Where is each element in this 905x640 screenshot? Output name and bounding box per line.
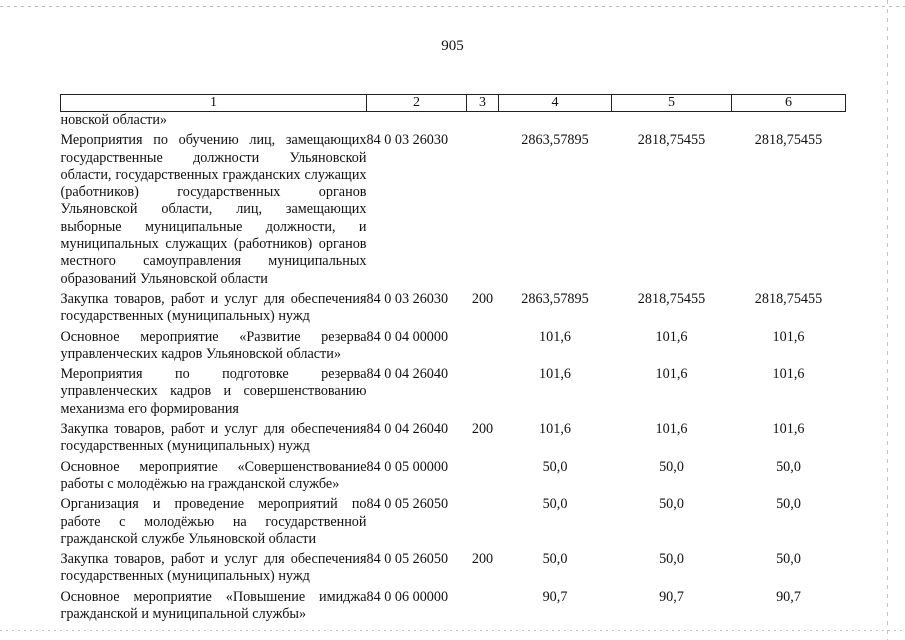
row-code: 84 0 05 00000 (366, 458, 449, 475)
row-value-col6: 2818,75455 (754, 132, 823, 149)
row-value-col5: 101,6 (655, 328, 688, 345)
row-value-col5: 101,6 (655, 421, 688, 438)
row-value-col5: 90,7 (659, 588, 684, 605)
row-value-col6: 101,6 (772, 328, 805, 345)
scan-edge-right (887, 0, 888, 640)
row-expense-type: 200 (471, 290, 494, 307)
row-value-col5 (612, 112, 732, 130)
row-code: 84 0 05 26050 (366, 551, 449, 568)
scan-edge-bottom (0, 630, 905, 631)
table-header-row (61, 95, 846, 112)
row-value-col5: 2818,75455 (637, 132, 706, 149)
row-code: 84 0 03 26030 (366, 290, 449, 307)
row-value-col6 (732, 112, 846, 130)
row-value-col4: 50,0 (542, 551, 568, 568)
row-expense-type (467, 456, 499, 494)
table-row (61, 456, 846, 494)
column-header-4: 4 (499, 95, 612, 112)
column-header-3: 3 (467, 95, 499, 112)
row-name: Закупка товаров, работ и услуг для обеспечения государственных (муниципальных) нужд (60, 421, 367, 455)
row-name: Мероприятия по обучению лиц, замещающих государственные должности Ульяновской области, государственных гражданских служащих (работников) государственных органов Ульяновской области, лиц, замещающих выборные муниципальные должности, и муниципальных служащих (работников) органов местного самоуправления муниципальных образований Ульяновской области (60, 132, 367, 287)
row-value-col4: 50,0 (542, 458, 568, 475)
row-name: Основное мероприятие «Повышение имиджа гражданской и муниципальной службы» (60, 588, 367, 623)
row-value-col5: 101,6 (655, 366, 688, 383)
row-code: 84 0 04 26040 (366, 421, 449, 438)
column-header-6: 6 (732, 95, 846, 112)
row-value-col6: 50,0 (776, 458, 801, 475)
table-row (61, 326, 846, 364)
row-expense-type (467, 363, 499, 418)
column-header-5: 5 (612, 95, 732, 112)
row-name: Основное мероприятие «Развитие резерва управленческих кадров Ульяновской области» (60, 328, 367, 362)
row-value-col5: 50,0 (659, 496, 684, 513)
row-name: Закупка товаров, работ и услуг для обеспечения государственных (муниципальных) нужд (60, 290, 367, 325)
row-expense-type (467, 493, 499, 548)
row-value-col4 (499, 112, 612, 130)
table-row (61, 112, 846, 130)
row-value-col6: 50,0 (776, 496, 801, 513)
row-value-col6: 90,7 (776, 588, 801, 605)
table-row (61, 288, 846, 326)
row-value-col6: 50,0 (776, 551, 801, 568)
row-value-col4: 2863,57895 (521, 132, 589, 149)
row-expense-type (467, 586, 499, 624)
row-name: Мероприятия по подготовке резерва управленческих кадров и совершенствованию механизма его формирования (60, 366, 367, 417)
column-header-1: 1 (61, 95, 367, 112)
row-value-col5: 2818,75455 (637, 290, 706, 307)
row-name: Организация и проведение мероприятий по работе с молодёжью на государственной гражданской службе Ульяновской области (60, 496, 367, 547)
table-row (61, 418, 846, 456)
row-value-col6: 2818,75455 (754, 290, 823, 307)
row-code: 84 0 05 26050 (366, 496, 449, 513)
row-value-col5: 50,0 (659, 458, 684, 475)
row-value-col4: 90,7 (542, 588, 568, 605)
scan-edge-top (0, 6, 905, 7)
row-value-col5: 50,0 (659, 551, 684, 568)
row-code: 84 0 04 26040 (366, 366, 449, 383)
row-name: новской области» (60, 112, 168, 128)
table-row (61, 493, 846, 548)
row-value-col4: 101,6 (539, 421, 571, 438)
row-name: Основное мероприятие «Совершенствование работы с молодёжью на гражданской службе» (60, 458, 367, 492)
row-expense-type (467, 129, 499, 288)
row-code: 84 0 03 26030 (366, 132, 449, 149)
row-name: Закупка товаров, работ и услуг для обеспечения государственных (муниципальных) нужд (60, 551, 367, 585)
row-value-col4: 2863,57895 (521, 290, 589, 307)
table-row (61, 548, 846, 586)
row-code (367, 112, 467, 130)
row-expense-type (467, 112, 499, 130)
table-row (61, 363, 846, 418)
row-value-col4: 101,6 (539, 328, 571, 345)
row-value-col4: 50,0 (542, 496, 568, 513)
row-expense-type: 200 (471, 421, 494, 438)
row-expense-type: 200 (471, 551, 494, 568)
budget-table (60, 94, 846, 623)
page-number: 905 (441, 38, 464, 54)
table-row (61, 129, 846, 288)
row-value-col4: 101,6 (539, 366, 571, 383)
row-code: 84 0 06 00000 (366, 588, 449, 605)
row-code: 84 0 04 00000 (366, 328, 449, 345)
table-row (61, 586, 846, 624)
row-value-col6: 101,6 (772, 366, 805, 383)
row-value-col6: 101,6 (772, 421, 805, 438)
row-expense-type (467, 326, 499, 364)
column-header-2: 2 (367, 95, 467, 112)
